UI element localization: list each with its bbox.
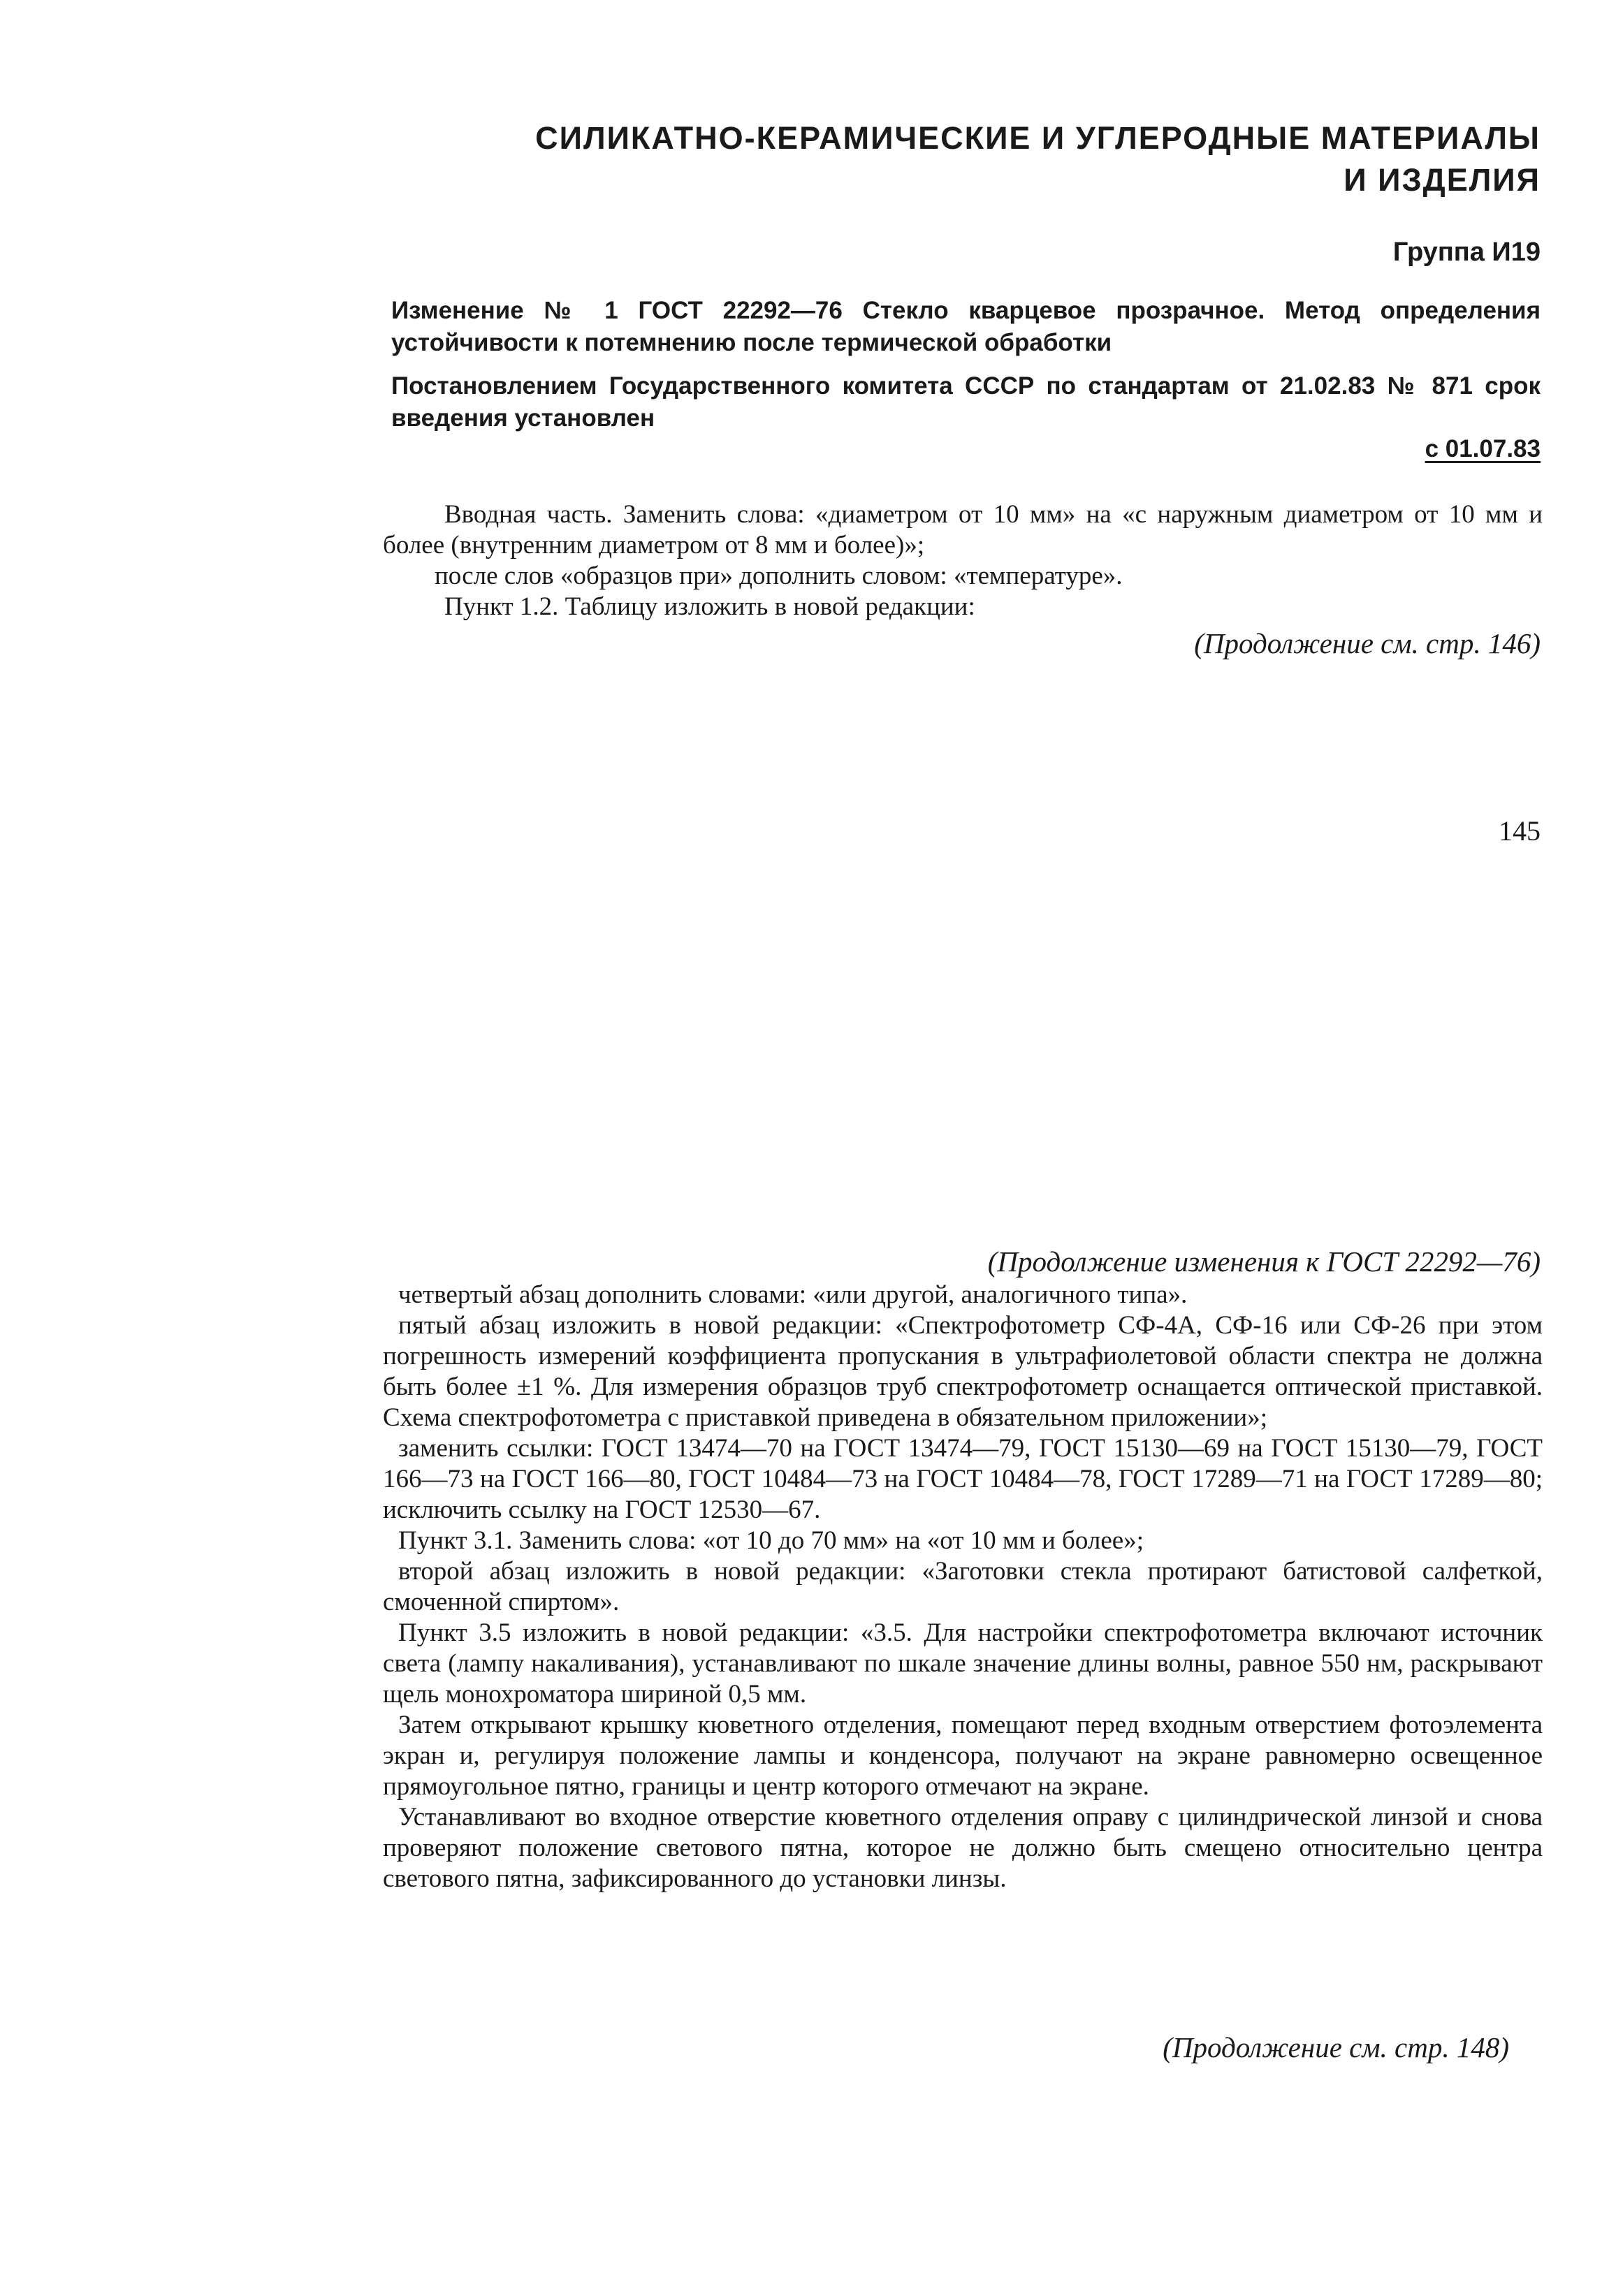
paragraph-item-3-5: Пункт 3.5 изложить в новой редакции: «3.5. Для настройки спектрофотометра включают источник света (лампу накаливания), устанавливают по шкале значение длины волны, равное 550 нм, раскрывают щель монохроматора шириной 0,5 мм. (383, 1618, 1543, 1709)
paragraph-item-1-2: Пункт 1.2. Таблицу изложить в новой редакции: (444, 592, 975, 621)
effective-date (1258, 433, 1541, 465)
section-heading-line-1: СИЛИКАТНО-КЕРАМИЧЕСКИЕ И УГЛЕРОДНЫЕ МАТЕРИАЛЫ (535, 120, 1541, 156)
paragraph-fourth-abzac: четвертый абзац дополнить словами: «или другой, аналогичного типа». (398, 1280, 1188, 1309)
paragraph-install-lens: Устанавливают во входное отверстие кюветного отделения оправу с цилиндрической линзой и снова проверяют положение светового пятна, которое не должно быть смещено относительно центра светового пятна, зафиксированного до установки линзы. (383, 1803, 1543, 1893)
section-heading (391, 117, 1541, 201)
group-label: Группа И19 (1392, 237, 1541, 267)
effective-date-value: с 01.07.83 (1425, 435, 1541, 462)
section-heading-line-2: И ИЗДЕЛИЯ (1344, 162, 1541, 198)
amendment-body-p145 (383, 499, 1543, 622)
page-number: 145 (1499, 815, 1541, 847)
amendment-body-cont (383, 1280, 1543, 1894)
paragraph-intro: Вводная часть. Заменить слова: «диаметром от 10 мм» на «с наружным диаметром от 10 мм и более (внутренним диаметром от 8 мм и более)»; (383, 500, 1543, 560)
decree-text: Постановлением Государственного комитета СССР по стандартам от 21.02.83 № 871 срок введения установлен (391, 372, 1541, 432)
continuation-header: (Продолжение изменения к ГОСТ 22292—76) (987, 1245, 1541, 1278)
continuation-note-p148: (Продолжение см. стр. 148) (1163, 2031, 1509, 2063)
paragraph-second-abzac: второй абзац изложить в новой редакции: «Заготовки стекла протирают батистовой салфеткой, смоченной спиртом». (383, 1557, 1543, 1616)
continuation-note-p146: (Продолжение см. стр. 146) (1194, 627, 1541, 659)
paragraph-open-cover: Затем открывают крышку кюветного отделения, помещают перед входным отверстием фотоэлемента экран и, регулируя положение лампы и конденсора, получают на экране равномерно освещенное прямоугольное пятно, границы и центр которого отмечают на экране. (383, 1711, 1543, 1801)
paragraph-item-3-1: Пункт 3.1. Заменить слова: «от 10 до 70 мм» на «от 10 мм и более»; (398, 1526, 1144, 1555)
paragraph-replace-refs: заменить ссылки: ГОСТ 13474—70 на ГОСТ 13474—79, ГОСТ 15130—69 на ГОСТ 15130—79, ГОСТ 166—73 на ГОСТ 166—80, ГОСТ 10484—73 на ГОСТ 10484—78, ГОСТ 17289—71 на ГОСТ 17289—80; исключить ссылку на ГОСТ 12530—67. (383, 1434, 1543, 1524)
paragraph-after-words: после слов «образцов при» дополнить словом: «температуре». (435, 562, 1123, 590)
change-title: Изменение № 1 ГОСТ 22292—76 Стекло кварцевое прозрачное. Метод определения устойчивости к потемнению после термической обработки (391, 297, 1541, 356)
paragraph-fifth-abzac: пятый абзац изложить в новой редакции: «Спектрофотометр СФ-4А, СФ-16 или СФ-26 при этом погрешность измерений коэффициента пропускания в ультрафиолетовой области спектра не должна быть более ±1 %. Для измерения образцов труб спектрофотометр оснащается оптической приставкой. Схема спектрофотометра с приставкой приведена в обязательном приложении»; (383, 1311, 1543, 1432)
